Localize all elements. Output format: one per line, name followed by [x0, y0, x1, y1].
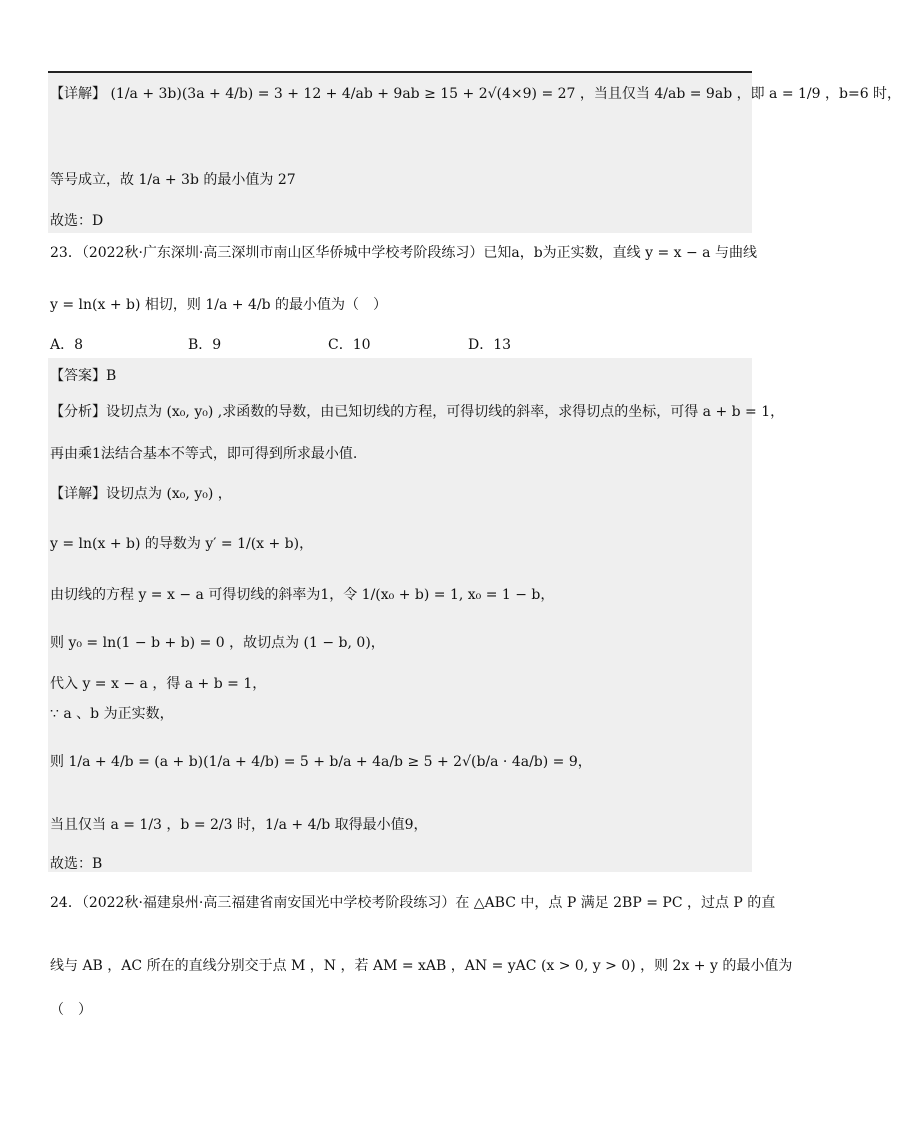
q23-option-d: D．13	[468, 337, 512, 353]
q23-detail-line-5: 代入 y = x − a ，得 a + b = 1，	[50, 676, 267, 692]
q23-detail-line-7: 则 1/a + 4/b = (a + b)(1/a + 4/b) = 5 + b/a + 4a/b ≥ 5 + 2√(b/a · 4a/b) = 9，	[50, 754, 592, 770]
q24-stem-line-2: 线与 AB ，AC 所在的直线分别交于点 M ，N ，若 AM = xAB ，AN = yAC (x > 0, y > 0) ，则 2x + y 的最小值为	[50, 958, 793, 974]
q23-detail-line-2: y = ln(x + b) 的导数为 y′ = 1/(x + b)，	[50, 536, 314, 552]
q23-answer: 【答案】B	[50, 368, 117, 384]
q23-stem-line-2: y = ln(x + b) 相切，则 1/a + 4/b 的最小值为（ ）	[50, 297, 387, 313]
q22-detail-equation: (1/a + 3b)(3a + 4/b) = 3 + 12 + 4/ab + 9ab ≥ 15 + 2√(4×9) = 27	[110, 86, 576, 102]
q24-stem-line-3: （ ）	[50, 1002, 92, 1018]
q23-stem-line-1: 23．（2022秋·广东深圳·高三深圳市南山区华侨城中学校考阶段练习）已知a，b为正实数，直线 y = x − a 与曲线	[50, 245, 757, 261]
q23-detail-line-1: 【详解】设切点为 (x₀, y₀) ，	[50, 486, 232, 502]
q23-detail-line-3: 由切线的方程 y = x − a 可得切线的斜率为1，令 1/(x₀ + b) = 1, x₀ = 1 − b，	[50, 587, 555, 603]
q23-analysis-line-2: 再由乘1法结合基本不等式，即可得到所求最小值.	[50, 446, 358, 462]
q22-detail-condition: ，当且仅当 4/ab = 9ab ，即 a = 1/9 ，b=6 时，	[579, 86, 901, 102]
q23-solution-block	[48, 358, 752, 872]
q24-stem-line-1: 24．（2022秋·福建泉州·高三福建省南安国光中学校考阶段练习）在 △ABC 中，点 P 满足 2BP = PC ，过点 P 的直	[50, 895, 776, 911]
q22-detail-line	[50, 84, 901, 104]
q22-equality-line: 等号成立，故 1/a + 3b 的最小值为 27	[50, 172, 296, 188]
q23-choice-line: 故选：B	[50, 856, 103, 872]
q23-option-b: B．9	[188, 337, 222, 353]
detail-label: 【详解】	[50, 86, 106, 102]
q23-analysis-line-1: 【分析】设切点为 (x₀, y₀) ,求函数的导数，由已知切线的方程，可得切线的斜率，求得切点的坐标，可得 a + b = 1，	[50, 404, 785, 420]
q23-option-c: C．10	[328, 337, 371, 353]
q22-choice-line: 故选：D	[50, 213, 104, 229]
q23-detail-line-4: 则 y₀ = ln(1 − b + b) = 0 ，故切点为 (1 − b, 0)，	[50, 635, 385, 651]
q23-option-a: A．8	[50, 337, 84, 353]
q23-detail-line-6: ∵ a 、b 为正实数，	[50, 706, 174, 722]
q23-detail-line-8: 当且仅当 a = 1/3 ，b = 2/3 时，1/a + 4/b 取得最小值9，	[50, 817, 428, 833]
